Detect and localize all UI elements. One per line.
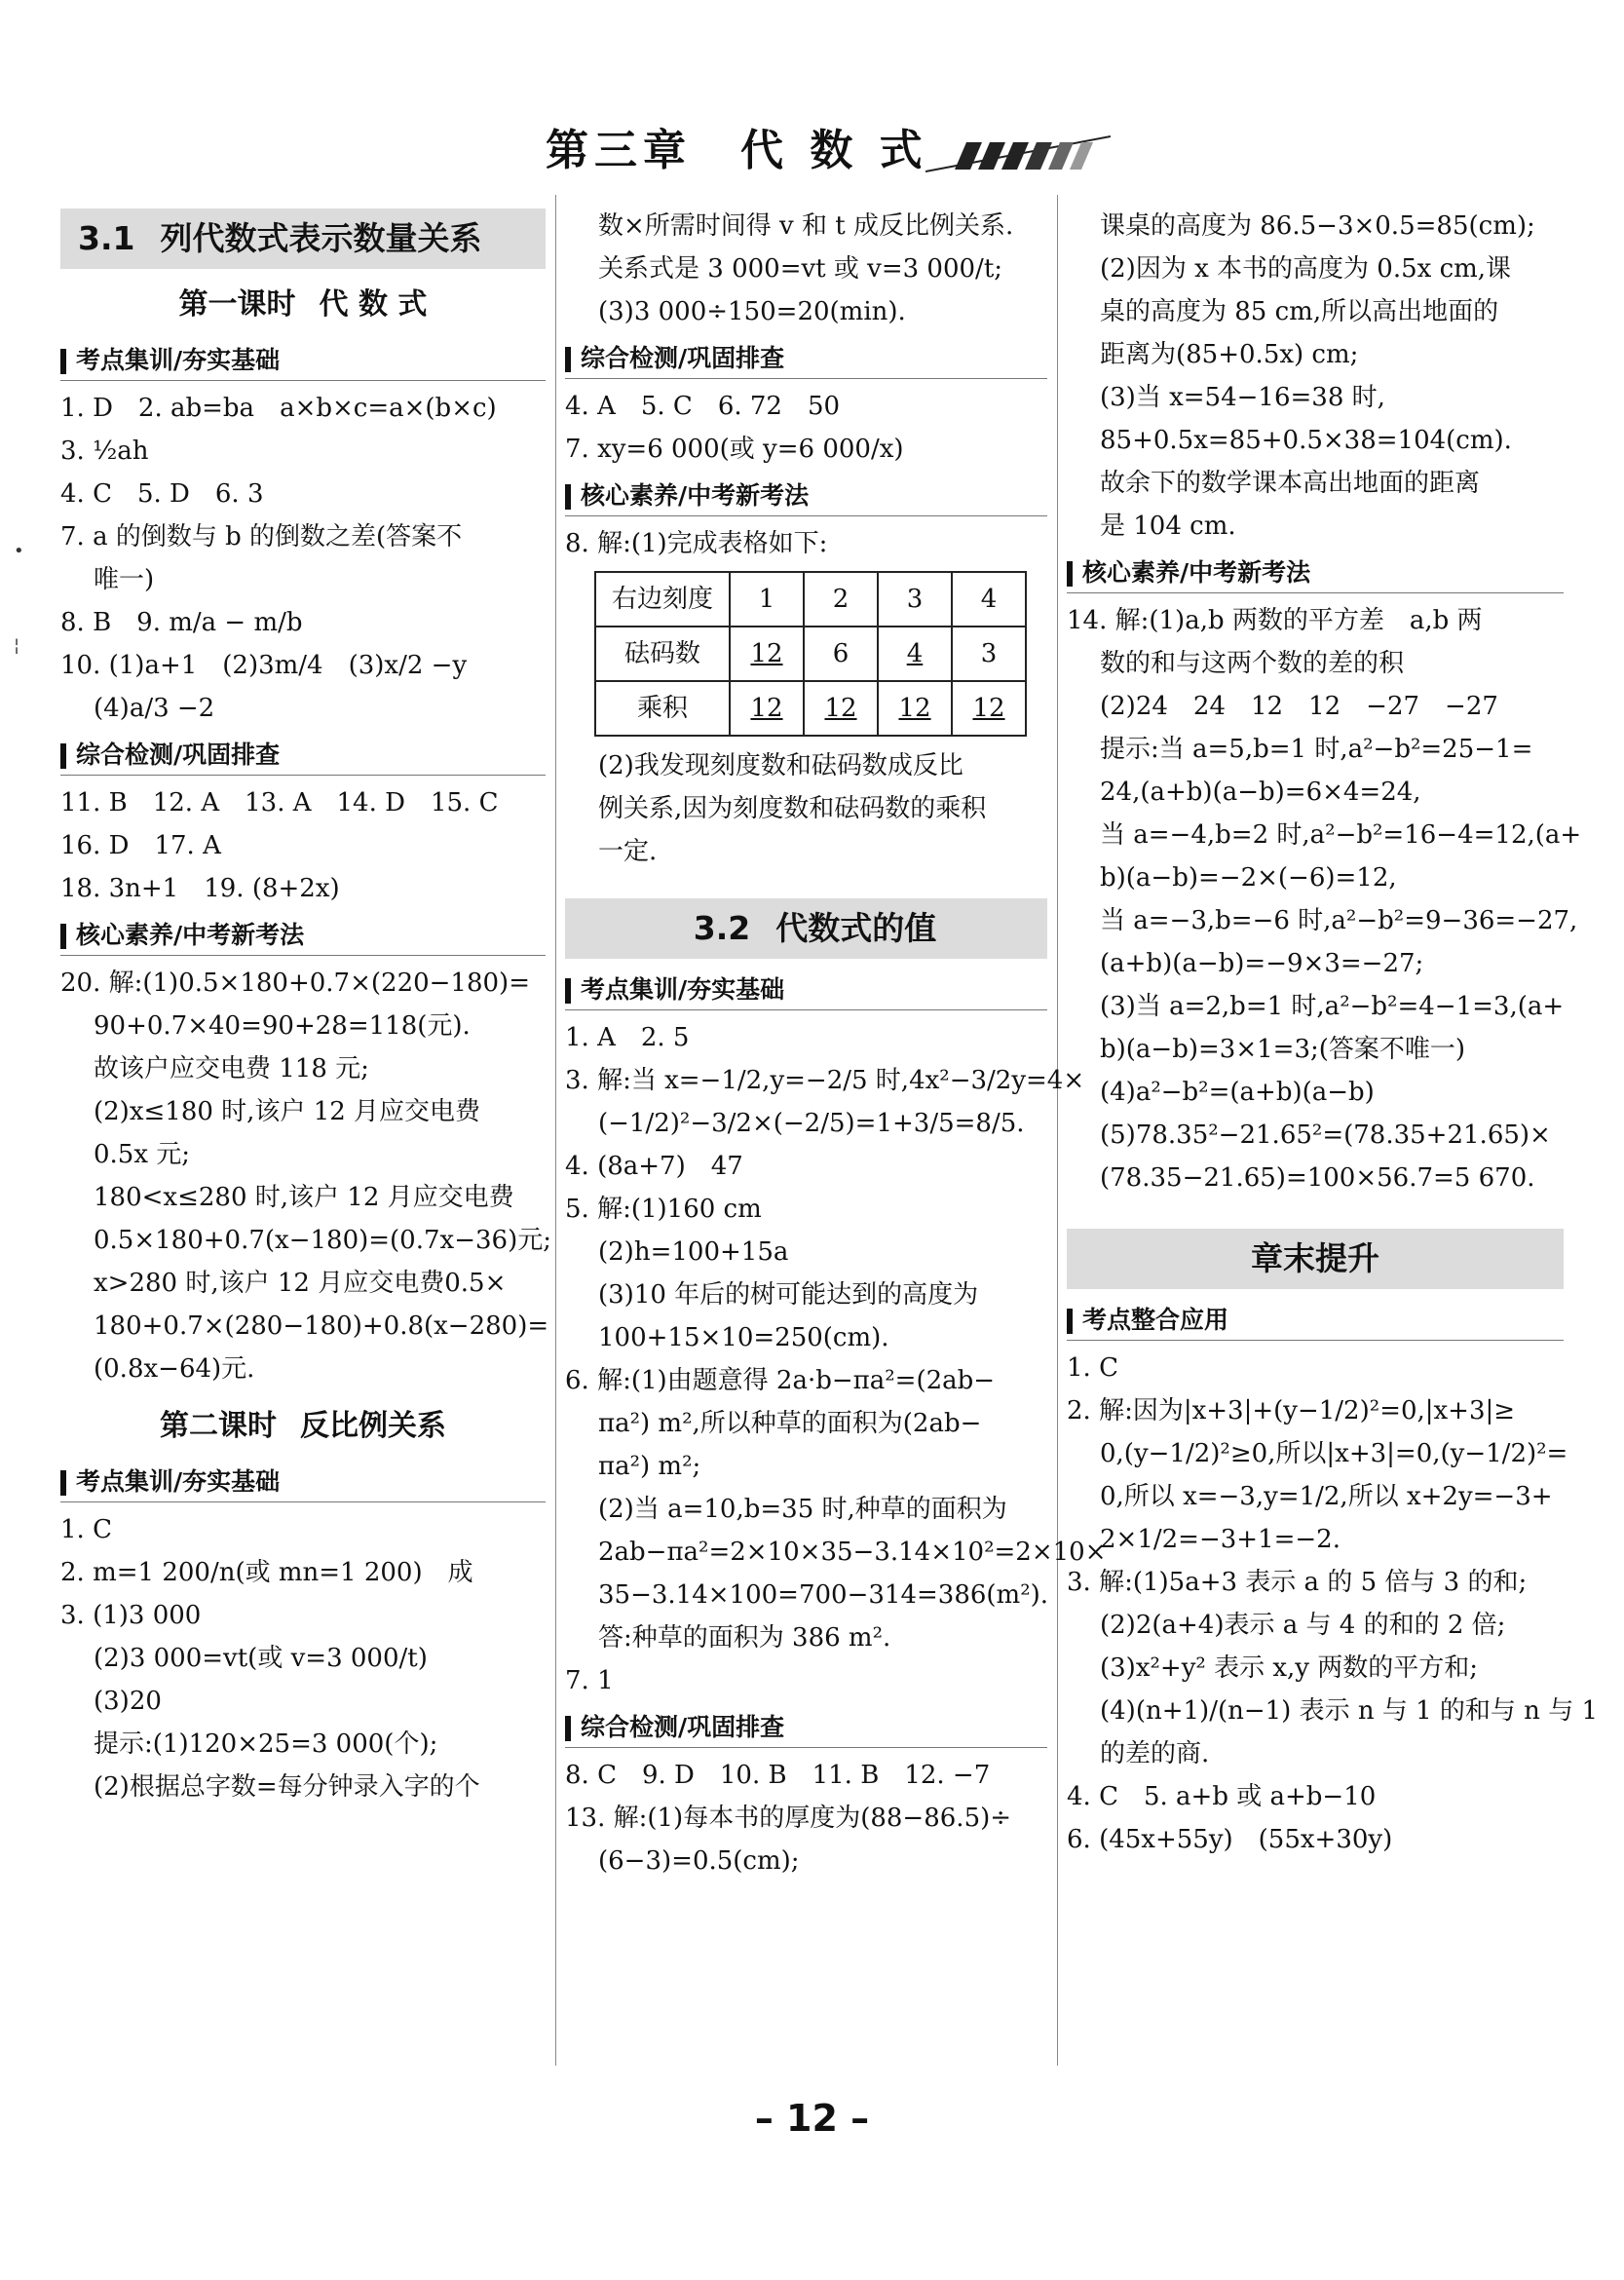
answer-line: 4. C 5. a+b 或 a+b−10	[1067, 1782, 1377, 1811]
answer-line: (4)a²−b²=(a+b)(a−b)	[1100, 1078, 1375, 1107]
margin-tick: ¦	[14, 635, 20, 656]
answer-line: 关系式是 3 000=vt 或 v=3 000/t;	[598, 254, 1003, 284]
answer-line: 16. D 17. A	[60, 831, 221, 860]
answer-line: 当 a=−4,b=2 时,a²−b²=16−4=12,(a+	[1100, 820, 1582, 850]
answer-line: b)(a−b)=−2×(−6)=12,	[1100, 863, 1397, 893]
answer-line: 7. 1	[565, 1666, 614, 1695]
answer-line: 例关系,因为刻度数和砝码数的乘积	[598, 794, 987, 823]
answer-line: 0.5×180+0.7(x−180)=(0.7x−36)元;	[94, 1226, 551, 1255]
answer-line: 桌的高度为 85 cm,所以高出地面的	[1100, 297, 1499, 326]
answer-line: 0,所以 x=−3,y=1/2,所以 x+2y=−3+	[1100, 1482, 1553, 1511]
section-number: 3.2	[693, 909, 751, 947]
answer-line: (2)24 24 12 12 −27 −27	[1100, 692, 1498, 721]
answer-line: (2)3 000=vt(或 v=3 000/t)	[94, 1644, 428, 1673]
answer-line: (3)当 x=54−16=38 时,	[1100, 383, 1385, 412]
answer-line: 1. C	[1067, 1353, 1118, 1383]
answer-line: (3)当 a=2,b=1 时,a²−b²=4−1=3,(a+	[1100, 992, 1565, 1021]
section-title: 代数式的值	[775, 909, 937, 947]
answer-line: 10. (1)a+1 (2)3m/4 (3)x/2 −y	[60, 651, 468, 680]
answer-line: (4)a/3 −2	[94, 694, 215, 723]
table-header-cell: 砝码数	[595, 627, 730, 681]
answer-line: 0,(y−1/2)²≥0,所以|x+3|=0,(y−1/2)²=	[1100, 1439, 1568, 1468]
answer-line: 6. (45x+55y) (55x+30y)	[1067, 1825, 1393, 1854]
table-cell: 12	[952, 681, 1026, 736]
answer-line: 180+0.7×(280−180)+0.8(x−280)=	[94, 1311, 549, 1341]
answer-line: (2)当 a=10,b=35 时,种草的面积为	[598, 1495, 1007, 1524]
answer-line: 提示:(1)120×25=3 000(个);	[94, 1729, 438, 1759]
answer-line: 0.5x 元;	[94, 1140, 191, 1169]
column-divider	[1057, 195, 1058, 2066]
answer-line: (2)x≤180 时,该户 12 月应交电费	[94, 1097, 481, 1126]
answer-line: 唯一)	[94, 565, 155, 594]
table-row	[595, 681, 1026, 736]
answer-line: 3. 解:(1)5a+3 表示 a 的 5 倍与 3 的和;	[1067, 1568, 1528, 1597]
answer-line: (4)(n+1)/(n−1) 表示 n 与 1 的和与 n 与 1	[1100, 1696, 1598, 1726]
column-right	[1067, 205, 1598, 1861]
answer-line: (2)2(a+4)表示 a 与 4 的和的 2 倍;	[1100, 1611, 1506, 1640]
column-divider	[555, 195, 556, 2066]
table-cell: 12	[878, 681, 952, 736]
section-banner	[1067, 1229, 1564, 1289]
answer-line: 11. B 12. A 13. A 14. D 15. C	[60, 788, 499, 817]
answer-line: πa²) m²,所以种草的面积为(2ab−	[598, 1409, 982, 1438]
answer-line: (3)3 000÷150=20(min).	[598, 297, 906, 326]
subsection-heading: 综合检测/巩固排查	[60, 736, 546, 776]
answer-line: 1. A 2. 5	[565, 1023, 690, 1052]
answer-line: 当 a=−3,b=−6 时,a²−b²=9−36=−27,	[1100, 906, 1578, 935]
subsection-heading: 考点集训/夯实基础	[565, 970, 1047, 1010]
section-banner	[60, 209, 546, 269]
answer-line: (2)根据总字数=每分钟录入字的个	[94, 1772, 480, 1802]
table-header-cell: 右边刻度	[595, 572, 730, 627]
section-title: 章末提升	[1251, 1239, 1379, 1277]
answer-line: 课桌的高度为 86.5−3×0.5=85(cm);	[1100, 211, 1535, 241]
answer-line: 的差的商.	[1100, 1739, 1210, 1768]
answer-line: (a+b)(a−b)=−9×3=−27;	[1100, 949, 1424, 978]
answer-line: 13. 解:(1)每本书的厚度为(88−86.5)÷	[565, 1804, 1012, 1833]
answer-line: 1. C	[60, 1515, 112, 1544]
scale-table	[594, 571, 1027, 737]
table-cell: 6	[804, 627, 878, 681]
answer-line: 1. D 2. ab=ba a×b×c=a×(b×c)	[60, 394, 497, 423]
chapter-title: 第三章 代 数 式	[546, 126, 928, 175]
answer-line: 4. C 5. D 6. 3	[60, 479, 264, 509]
answer-line: (78.35−21.65)=100×56.7=5 670.	[1100, 1163, 1535, 1193]
subsection-heading: 考点集训/夯实基础	[60, 1463, 546, 1502]
answer-line: (0.8x−64)元.	[94, 1354, 255, 1384]
answer-line: 24,(a+b)(a−b)=6×4=24,	[1100, 778, 1421, 807]
lesson-title: 第二课时 反比例关系	[160, 1409, 446, 1443]
answer-line: 3. 解:当 x=−1/2,y=−2/5 时,4x²−3/2y=4×	[565, 1066, 1085, 1095]
table-cell: 12	[804, 681, 878, 736]
table-cell: 3	[878, 572, 952, 627]
answer-line: 一定.	[598, 837, 658, 866]
subsection-heading: 核心素养/中考新考法	[60, 916, 546, 956]
answer-line: 8. 解:(1)完成表格如下:	[565, 529, 828, 558]
table-cell: 12	[730, 627, 804, 681]
subsection-heading: 考点整合应用	[1067, 1301, 1564, 1341]
answer-line: (2)我发现刻度数和砝码数成反比	[598, 751, 963, 780]
subsection-heading: 综合检测/巩固排查	[565, 339, 1047, 379]
answer-line: 4. A 5. C 6. 72 50	[565, 392, 841, 421]
answer-line: 2. 解:因为|x+3|+(y−1/2)²=0,|x+3|≥	[1067, 1396, 1516, 1425]
answer-line: 90+0.7×40=90+28=118(元).	[94, 1011, 471, 1041]
table-row	[595, 627, 1026, 681]
answer-line: x>280 时,该户 12 月应交电费0.5×	[94, 1269, 507, 1298]
answer-line: (6−3)=0.5(cm);	[598, 1846, 800, 1876]
table-cell: 2	[804, 572, 878, 627]
table-cell: 3	[952, 627, 1026, 681]
answer-line: 18. 3n+1 19. (8+2x)	[60, 874, 340, 903]
answer-line: 35−3.14×100=700−314=386(m²).	[598, 1580, 1049, 1610]
answer-line: 答:种草的面积为 386 m².	[598, 1623, 891, 1653]
subsection-heading: 考点集训/夯实基础	[60, 341, 546, 381]
page-number: – 12 –	[754, 2097, 870, 2140]
subsection-heading: 综合检测/巩固排查	[565, 1708, 1047, 1748]
answer-line: 7. a 的倒数与 b 的倒数之差(答案不	[60, 522, 463, 551]
table-cell: 4	[878, 627, 952, 681]
answer-line: 3. ½ah	[60, 437, 149, 466]
answer-line: 数×所需时间得 v 和 t 成反比例关系.	[598, 211, 1014, 241]
answer-line: 2. m=1 200/n(或 mn=1 200) 成	[60, 1558, 473, 1587]
answer-line: 5. 解:(1)160 cm	[565, 1195, 762, 1224]
answer-line: (−1/2)²−3/2×(−2/5)=1+3/5=8/5.	[598, 1109, 1025, 1138]
answer-line: 85+0.5x=85+0.5×38=104(cm).	[1100, 426, 1512, 455]
section-title: 列代数式表示数量关系	[160, 219, 482, 257]
answer-line: 3. (1)3 000	[60, 1601, 202, 1630]
answer-line: 14. 解:(1)a,b 两数的平方差 a,b 两	[1067, 606, 1483, 635]
column-left	[60, 205, 551, 1808]
answer-line: 20. 解:(1)0.5×180+0.7×(220−180)=	[60, 969, 530, 998]
table-header-cell: 乘积	[595, 681, 730, 736]
answer-line: (3)20	[94, 1687, 162, 1716]
answer-line: 8. C 9. D 10. B 11. B 12. −7	[565, 1761, 991, 1790]
table-row	[595, 572, 1026, 627]
answer-line: 2ab−πa²=2×10×35−3.14×10²=2×10×	[598, 1538, 1107, 1567]
answer-line: 4. (8a+7) 47	[565, 1152, 743, 1181]
answer-line: (2)因为 x 本书的高度为 0.5x cm,课	[1100, 254, 1512, 284]
section-number: 3.1	[78, 219, 135, 257]
table-cell: 1	[730, 572, 804, 627]
answer-line: (2)h=100+15a	[598, 1237, 789, 1267]
answer-line: πa²) m²;	[598, 1452, 701, 1481]
answer-line: 距离为(85+0.5x) cm;	[1100, 340, 1359, 369]
table-cell: 4	[952, 572, 1026, 627]
answer-line: 数的和与这两个数的差的积	[1100, 649, 1405, 678]
subsection-heading: 核心素养/中考新考法	[565, 476, 1047, 516]
answer-line: 故该户应交电费 118 元;	[94, 1054, 369, 1083]
answer-line: 6. 解:(1)由题意得 2a·b−πa²=(2ab−	[565, 1366, 996, 1395]
answer-line: 是 104 cm.	[1100, 512, 1236, 541]
answer-line: 8. B 9. m/a − m/b	[60, 608, 303, 637]
answer-line: (5)78.35²−21.65²=(78.35+21.65)×	[1100, 1121, 1551, 1150]
margin-dot: •	[14, 541, 24, 561]
answer-line: (3)x²+y² 表示 x,y 两数的平方和;	[1100, 1653, 1478, 1683]
title-stripes-decoration	[925, 134, 1111, 173]
answer-line: (3)10 年后的树可能达到的高度为	[598, 1280, 979, 1310]
answer-line: 7. xy=6 000(或 y=6 000/x)	[565, 435, 904, 464]
answer-line: b)(a−b)=3×1=3;(答案不唯一)	[1100, 1035, 1466, 1064]
section-banner	[565, 898, 1047, 959]
answer-line: 提示:当 a=5,b=1 时,a²−b²=25−1=	[1100, 735, 1533, 764]
subsection-heading: 核心素养/中考新考法	[1067, 553, 1564, 593]
answer-line: 100+15×10=250(cm).	[598, 1323, 889, 1352]
lesson-title: 第一课时 代 数 式	[178, 287, 428, 322]
table-cell: 12	[730, 681, 804, 736]
answer-line: 180<x≤280 时,该户 12 月应交电费	[94, 1183, 514, 1212]
answer-line: 故余下的数学课本高出地面的距离	[1100, 469, 1481, 498]
answer-line: 2×1/2=−3+1=−2.	[1100, 1525, 1341, 1554]
